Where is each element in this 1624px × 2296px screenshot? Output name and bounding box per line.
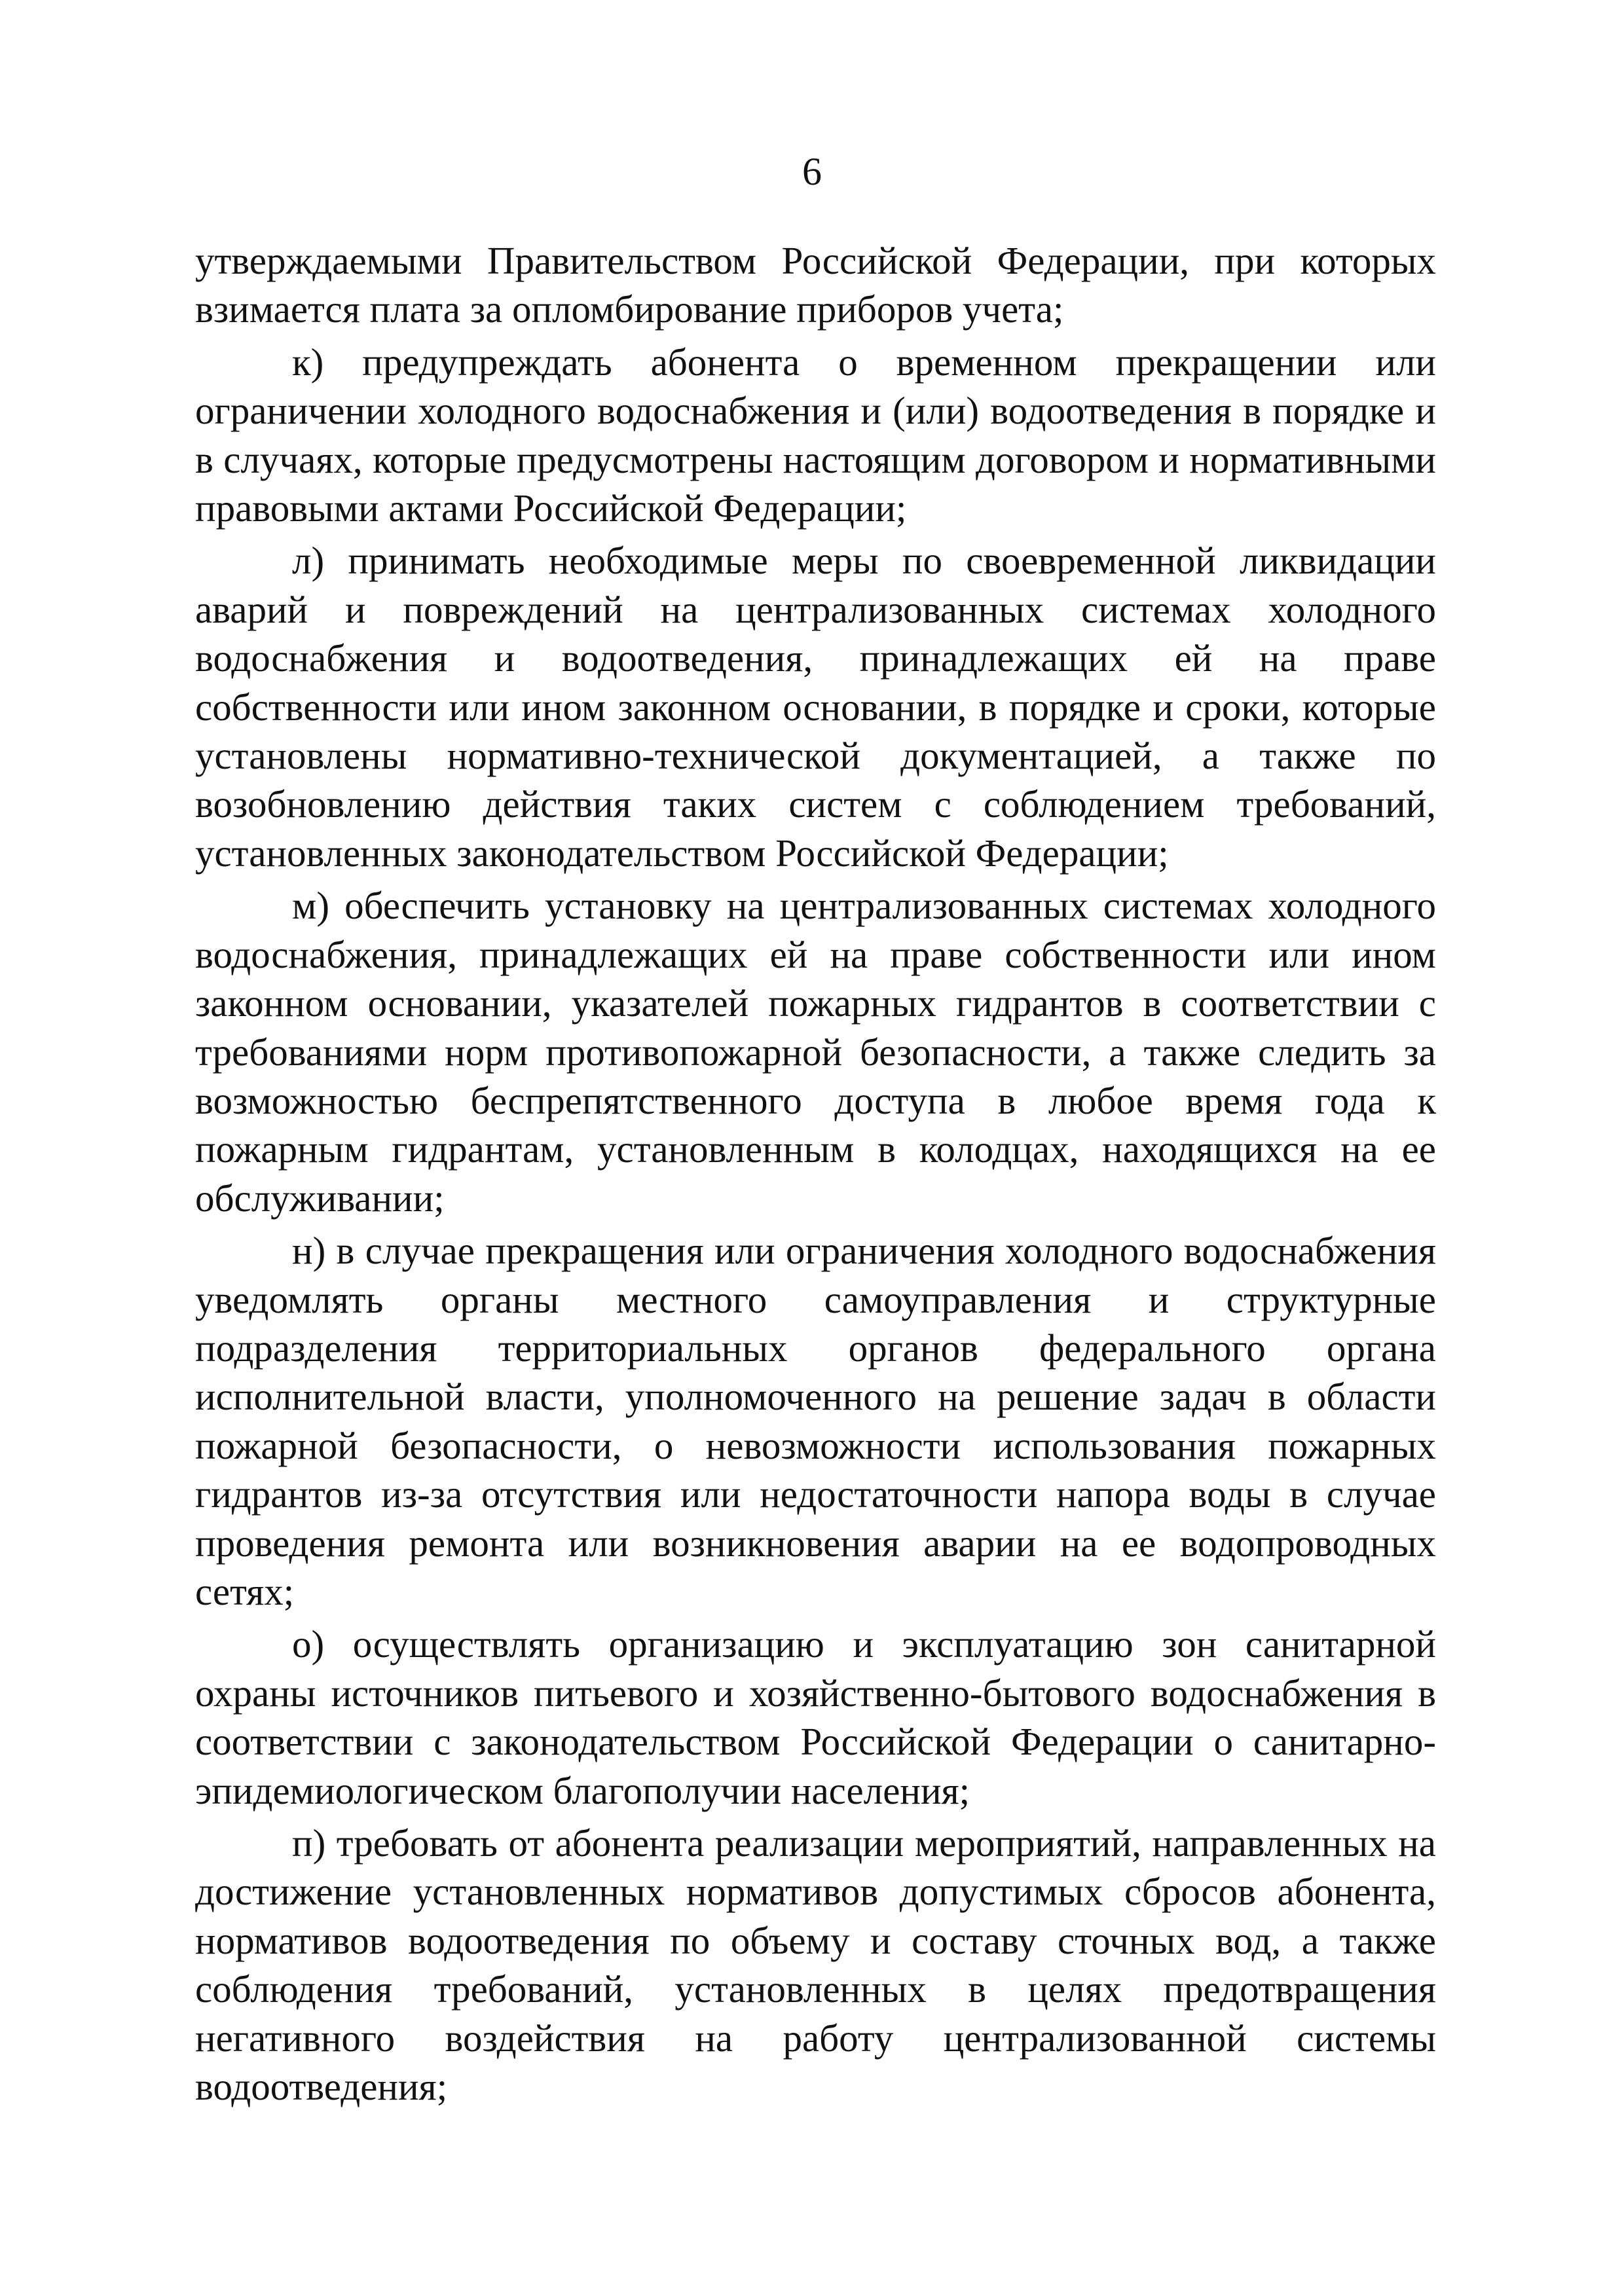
paragraph-item-p: п) требовать от абонента реализации мероприятий, направленных на достижение установленных нормативов допустимых сбросов абонента, нормативов водоотведения по объему и составу сточных вод, а также соблюдения требований, установленных в целях предотвращения негативного воздействия на работу централизованной системы водоотведения; — [195, 1821, 1436, 2109]
paragraph-item-n: н) в случае прекращения или ограничения холодного водоснабжения уведомлять органы местного самоуправления и структурные подразделения территориальных органов федерального органа исполнительной власти, уполномоченного на решение задач в области пожарной безопасности, о невозможности использования пожарных гидрантов из-за отсутствия или недостаточности напора воды в случае проведения ремонта или возникновения аварии на ее водопроводных сетях; — [195, 1229, 1436, 1613]
page-number: 6 — [802, 150, 822, 193]
paragraph-continuation: утверждаемыми Правительством Российской Федерации, при которых взимается плата за опломбирование приборов учета; — [195, 239, 1436, 331]
paragraph-item-o: о) осуществлять организацию и эксплуатацию зон санитарной охраны источников питьевого и хозяйственно-бытового водоснабжения в соответствии с законодательством Российской Федерации о санитарно-эпидемиологическом благополучии населения; — [195, 1622, 1436, 1812]
paragraph-item-l: л) принимать необходимые меры по своевременной ликвидации аварий и повреждений на централизованных системах холодного водоснабжения и водоотведения, принадлежащих ей на праве собственности или ином законном основании, в порядке и сроки, которые установлены нормативно-технической документацией, а также по возобновлению действия таких систем с соблюдением требований, установленных законодательством Российской Федерации; — [195, 539, 1436, 875]
paragraph-item-m: м) обеспечить установку на централизованных системах холодного водоснабжения, принадлежащих ей на праве собственности или ином законном основании, указателей пожарных гидрантов в соответствии с требованиями норм противопожарной безопасности, а также следить за возможностью беспрепятственного доступа в любое время года к пожарным гидрантам, установленным в колодцах, находящихся на ее обслуживании; — [195, 884, 1436, 1220]
document-body — [195, 236, 1436, 2115]
paragraph-item-k: к) предупреждать абонента о временном прекращении или ограничении холодного водоснабжения и (или) водоотведения в порядке и в случаях, которые предусмотрены настоящим договором и нормативными правовыми актами Российской Федерации; — [195, 340, 1436, 530]
